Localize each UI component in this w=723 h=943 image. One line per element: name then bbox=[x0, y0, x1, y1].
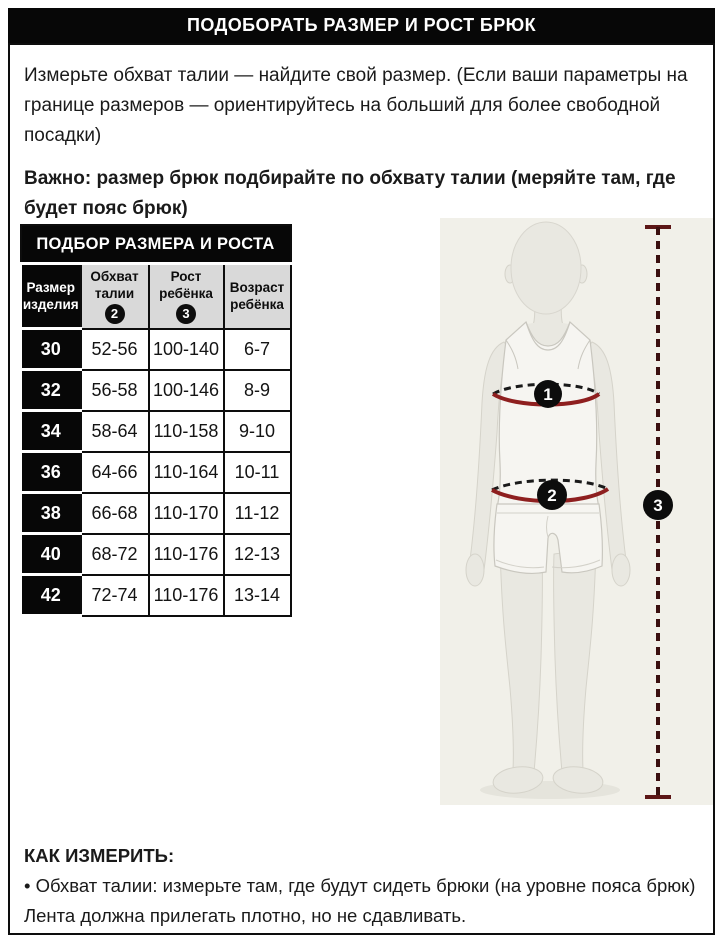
height-cell: 110-176 bbox=[149, 575, 224, 616]
size-cell: 38 bbox=[21, 493, 81, 534]
marker-3-label: 3 bbox=[653, 496, 663, 515]
height-cell: 100-140 bbox=[149, 329, 224, 370]
column-label: Размер изделия bbox=[22, 280, 79, 312]
height-badge-icon: 3 bbox=[176, 304, 196, 324]
waist-cell: 56-58 bbox=[81, 370, 149, 411]
waist-cell: 68-72 bbox=[81, 534, 149, 575]
column-label: Обхват талии bbox=[90, 269, 139, 302]
column-header-size bbox=[21, 264, 81, 329]
size-cell: 40 bbox=[21, 534, 81, 575]
age-cell: 12-13 bbox=[224, 534, 291, 575]
waist-cell: 72-74 bbox=[81, 575, 149, 616]
waist-cell: 52-56 bbox=[81, 329, 149, 370]
measurement-figure bbox=[440, 218, 713, 805]
age-cell: 10-11 bbox=[224, 452, 291, 493]
size-cell: 32 bbox=[21, 370, 81, 411]
age-cell: 13-14 bbox=[224, 575, 291, 616]
how-to-measure-section bbox=[24, 841, 707, 931]
column-header-age bbox=[224, 264, 291, 329]
marker-1-label: 1 bbox=[543, 385, 553, 404]
table-row bbox=[21, 370, 291, 411]
important-note: Важно: размер брюк подбирайте по обхвату талии (меряйте там, где будет пояс брюк) bbox=[24, 168, 676, 219]
child-mannequin-illustration bbox=[440, 218, 713, 805]
table-title-row bbox=[21, 225, 291, 264]
size-selection-table bbox=[19, 224, 292, 617]
size-cell: 34 bbox=[21, 411, 81, 452]
table-row bbox=[21, 575, 291, 616]
height-cell: 110-158 bbox=[149, 411, 224, 452]
table-row bbox=[21, 493, 291, 534]
age-cell: 6-7 bbox=[224, 329, 291, 370]
size-cell: 42 bbox=[21, 575, 81, 616]
size-cell: 36 bbox=[21, 452, 81, 493]
age-cell: 8-9 bbox=[224, 370, 291, 411]
table-row bbox=[21, 534, 291, 575]
table-title: ПОДБОР РАЗМЕРА И РОСТА bbox=[21, 225, 291, 264]
marker-2-label: 2 bbox=[547, 486, 557, 505]
waist-badge-icon: 2 bbox=[105, 304, 125, 324]
height-cell: 110-170 bbox=[149, 493, 224, 534]
age-cell: 11-12 bbox=[224, 493, 291, 534]
waist-cell: 66-68 bbox=[81, 493, 149, 534]
table-header-row bbox=[21, 264, 291, 329]
column-header-waist bbox=[81, 264, 149, 329]
waist-cell: 64-66 bbox=[81, 452, 149, 493]
height-cell: 110-176 bbox=[149, 534, 224, 575]
column-header-height bbox=[149, 264, 224, 329]
table-row bbox=[21, 329, 291, 370]
how-to-measure-title: КАК ИЗМЕРИТЬ: bbox=[24, 845, 175, 866]
column-label: Рост ребёнка bbox=[159, 269, 213, 302]
size-cell: 30 bbox=[21, 329, 81, 370]
age-cell: 9-10 bbox=[224, 411, 291, 452]
height-cell: 110-164 bbox=[149, 452, 224, 493]
column-label: Возраст ребёнка bbox=[229, 280, 285, 313]
how-to-measure-note: Лента должна прилегать плотно, но не сдавливать. bbox=[24, 905, 467, 926]
intro-text: Измерьте обхват талии — найдите свой размер. (Если ваши параметры на границе размеров — ориентируйтесь на больший для более свободной посадки) bbox=[24, 65, 688, 146]
table-row bbox=[21, 411, 291, 452]
waist-cell: 58-64 bbox=[81, 411, 149, 452]
content-box bbox=[8, 43, 715, 935]
table-row bbox=[21, 452, 291, 493]
height-cell: 100-146 bbox=[149, 370, 224, 411]
how-to-measure-bullet: • Обхват талии: измерьте там, где будут сидеть брюки (на уровне пояса брюк) bbox=[24, 875, 696, 896]
page-title: ПОДОБОРАТЬ РАЗМЕР И РОСТ БРЮК bbox=[8, 8, 715, 43]
